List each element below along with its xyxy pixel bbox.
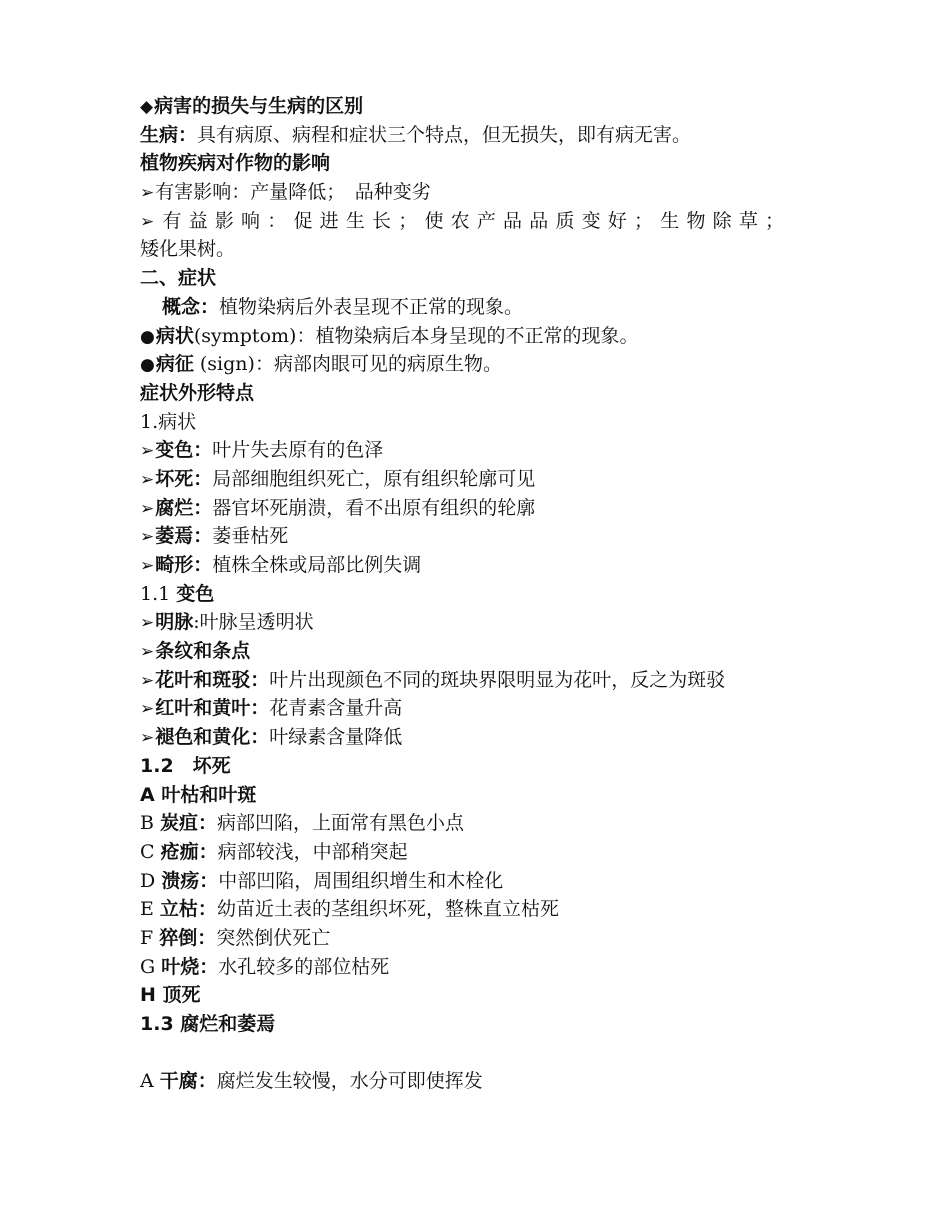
arrow-bullet-item: ➢畸形：植株全株或局部比例失调 (140, 554, 422, 576)
arrow-bullet-item: ➢坏死：局部细胞组织死亡，原有组织轮廓可见 (140, 467, 536, 490)
subheading: 1.2 坏死 (140, 754, 231, 777)
arrow-bullet-item: ➢条纹和条点 (140, 640, 251, 663)
subheading: 1.3 腐烂和萎焉 (140, 1013, 276, 1035)
lettered-item: D 溃疡：中部凹陷，周围组织增生和木栓化 (140, 869, 504, 892)
concept-line: 概念：植物染病后外表呈现不正常的现象。 (162, 295, 524, 318)
arrow-bullet-icon: ➢ (140, 498, 155, 519)
arrow-bullet-icon: ➢ (140, 728, 155, 749)
arrow-bullet-item: ➢变色：叶片失去原有的色泽 (140, 439, 384, 462)
arrow-bullet-item: ➢褪色和黄化：叶绿素含量降低 (140, 726, 403, 749)
arrow-bullet-item: ➢花叶和斑驳：叶片出现颜色不同的斑块界限明显为花叶，反之为斑驳 (140, 668, 726, 691)
arrow-bullet-icon: ➢ (140, 441, 155, 462)
arrow-bullet-item: ➢明脉:叶脉呈透明状 (140, 611, 314, 634)
arrow-bullet-icon: ➢ (140, 211, 162, 232)
dot-bullet-item: ●病征 (sign)：病部肉眼可见的病原生物。 (140, 353, 502, 376)
arrow-bullet-icon: ➢ (140, 556, 155, 576)
lettered-item: H 顶死 (140, 984, 201, 1007)
arrow-bullet-icon: ➢ (140, 642, 155, 663)
arrow-bullet-icon: ➢ (140, 670, 155, 691)
subheading: 症状外形特点 (140, 381, 255, 404)
dot-bullet-icon: ● (140, 326, 155, 347)
subheading: 1.1 变色 (140, 582, 215, 605)
lettered-item: C 疮痂：病部较浅，中部稍突起 (140, 840, 408, 863)
paragraph-line: 矮化果树。 (140, 238, 236, 261)
arrow-bullet-icon: ➢ (140, 469, 155, 490)
arrow-bullet-item: ➢红叶和黄叶：花青素含量升高 (140, 697, 403, 720)
arrow-bullet-icon: ➢ (140, 183, 155, 204)
document-body (140, 92, 830, 1096)
paragraph-line: 生病：具有病原、病程和症状三个特点，但无损失，即有病无害。 (140, 123, 692, 146)
paragraph-line: 1.病状 (140, 410, 197, 433)
arrow-bullet-icon: ➢ (140, 527, 155, 548)
arrow-bullet-icon: ➢ (140, 699, 155, 720)
section-heading: ◆病害的损失与生病的区别 (140, 95, 364, 117)
subheading: 植物疾病对作物的影响 (140, 152, 331, 175)
lettered-item: F 猝倒：突然倒伏死亡 (140, 926, 331, 949)
arrow-bullet-item: ➢萎焉：萎垂枯死 (140, 525, 289, 548)
dot-bullet-item: ●病状(symptom)：植物染病后本身呈现的不正常的现象。 (140, 324, 639, 347)
lettered-item: G 叶烧：水孔较多的部位枯死 (140, 955, 390, 978)
lettered-item: A 叶枯和叶斑 (140, 783, 257, 806)
section-heading: 二、症状 (140, 267, 217, 290)
arrow-bullet-icon: ➢ (140, 613, 155, 634)
arrow-bullet-item: ➢有益影响：促进生长；使农产品品质变好；生物除草； (140, 209, 792, 232)
arrow-bullet-item: ➢有害影响：产量降低； 品种变劣 (140, 181, 431, 204)
dot-bullet-icon: ● (140, 355, 155, 376)
lettered-item: B 炭疽：病部凹陷，上面常有黑色小点 (140, 812, 465, 835)
diamond-bullet-icon: ◆ (140, 97, 154, 117)
lettered-item: E 立枯：幼苗近土表的茎组织坏死，整株直立枯死 (140, 898, 559, 921)
blank-line (140, 1039, 830, 1068)
lettered-item: A 干腐：腐烂发生较慢，水分可即使挥发 (140, 1070, 483, 1093)
arrow-bullet-item: ➢腐烂：器官坏死崩溃，看不出原有组织的轮廓 (140, 496, 536, 519)
